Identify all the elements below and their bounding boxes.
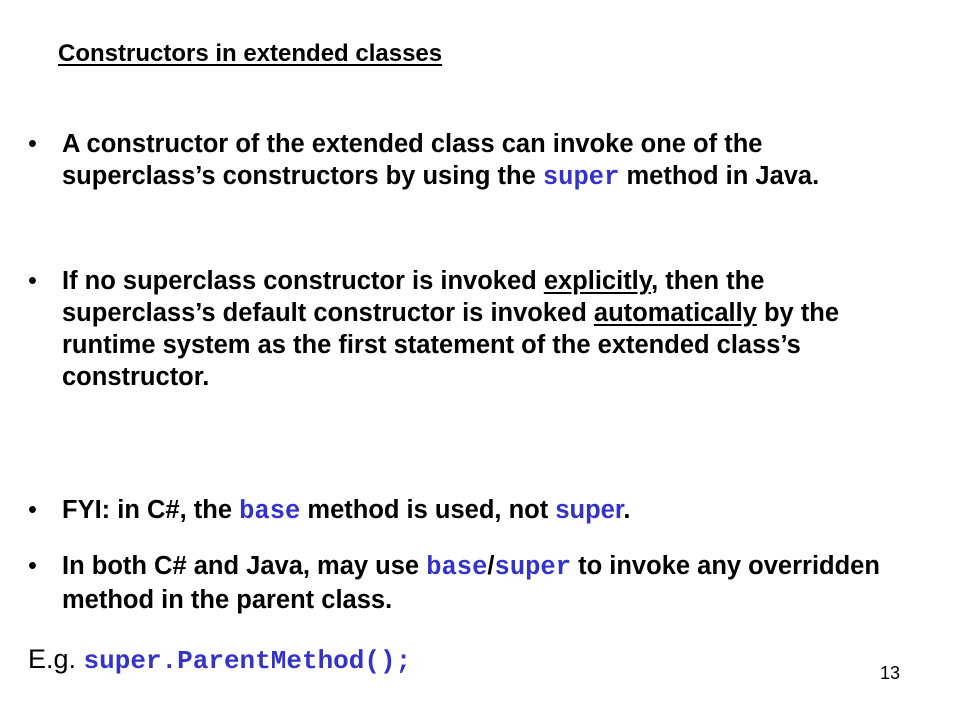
bullet-item-3: [28, 494, 908, 528]
bullet-text: [62, 265, 908, 393]
bullet-text-part: .: [623, 496, 631, 524]
example-line: [28, 644, 411, 676]
bullet-text-part: , then the superclass’s default constructor is invoked: [62, 267, 765, 327]
bullet-text-part: to invoke any overridden method in the parent class.: [62, 552, 880, 614]
slide-title: Constructors in extended classes: [58, 40, 443, 67]
bullet-item-1: [28, 128, 908, 194]
example-code: super.ParentMethod();: [83, 646, 412, 676]
separator: /: [487, 552, 495, 580]
code-keyword: base: [239, 497, 301, 526]
bullet-text-part: method is used, not: [300, 496, 556, 524]
bullet-text-part: by the runtime system as the first statement of the extended class’s constructor.: [62, 299, 840, 391]
bullet-icon: •: [28, 267, 37, 295]
keyword-text: super: [555, 496, 624, 524]
emphasis-text: automatically: [593, 299, 757, 327]
bullet-text-part: A constructor of the extended class can invoke one of the superclass’s constructors by using the: [62, 130, 763, 190]
bullet-text: [62, 494, 908, 528]
bullet-icon: •: [28, 130, 37, 158]
bullet-text: [62, 550, 908, 616]
bullet-text-part: method in Java.: [619, 162, 820, 190]
bullet-text-part: FYI: in C#, the: [62, 496, 240, 524]
code-keyword: super: [494, 553, 572, 582]
bullet-icon: •: [28, 496, 37, 524]
bullet-text-part: In both C# and Java, may use: [62, 552, 427, 580]
bullet-text: [62, 128, 908, 194]
bullet-text-part: If no superclass constructor is invoked: [62, 267, 544, 295]
bullet-item-4: [28, 550, 908, 616]
bullet-icon: •: [28, 552, 37, 580]
example-label: E.g.: [28, 644, 84, 674]
code-keyword: super: [542, 163, 620, 192]
page-number: 13: [880, 663, 901, 683]
bullet-item-2: [28, 265, 908, 393]
emphasis-text: explicitly: [543, 267, 652, 295]
code-keyword: base: [426, 553, 488, 582]
